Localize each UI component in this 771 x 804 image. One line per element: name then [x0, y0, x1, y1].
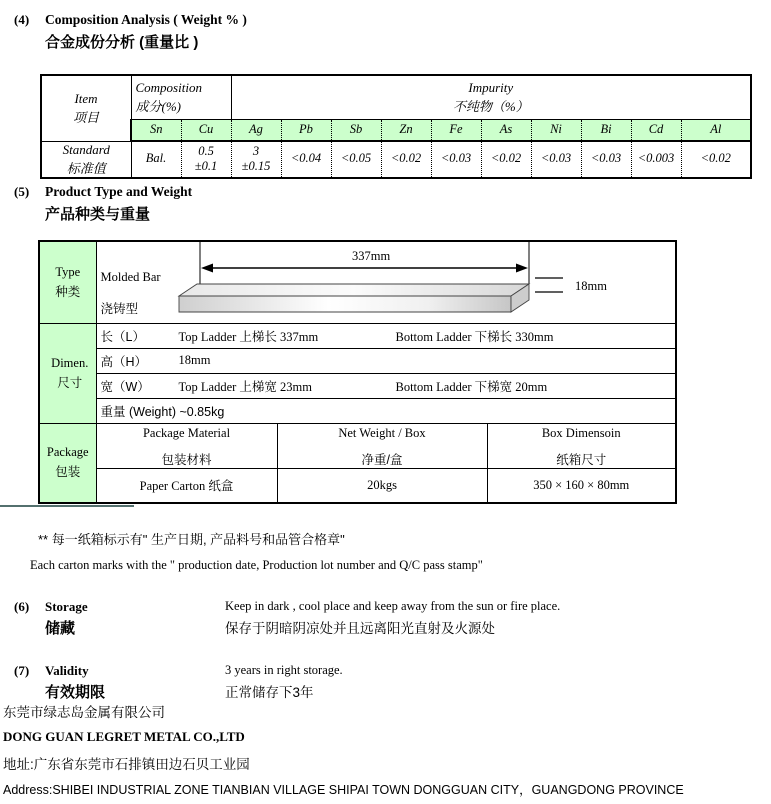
impurity-label-zh: 不纯物（%） [452, 98, 529, 114]
package-material-value: Paper Carton 纸盒 [96, 468, 277, 503]
column-header-ni: Ni [531, 119, 581, 141]
molded-bar-diagram [97, 242, 675, 322]
value-cu: 0.5 ±0.1 [181, 141, 231, 178]
validity-text-en: 3 years in right storage. [225, 663, 343, 677]
column-header-fe: Fe [431, 119, 481, 141]
column-header-sb: Sb [331, 119, 381, 141]
validity-label-zh: 有效期限 [45, 684, 106, 701]
package-label-zh: 包装 [55, 465, 81, 480]
company-name-en: DONG GUAN LEGRET METAL CO.,LTD [3, 729, 245, 744]
company-name-zh: 东莞市绿志岛金属有限公司 [3, 705, 165, 720]
composition-title-zh: 合金成份分析 (重量比 ) [45, 34, 199, 51]
section-titles [45, 12, 247, 52]
value-fe: <0.03 [431, 141, 481, 178]
impurity-label-en: Impurity [468, 79, 514, 95]
section-titles [45, 184, 192, 224]
composition-title-en: Composition Analysis ( Weight % ) [45, 12, 247, 27]
dimension-header-cell [39, 323, 96, 423]
composition-table [40, 74, 752, 179]
storage-section [14, 599, 560, 638]
value-zn: <0.02 [381, 141, 431, 178]
dimension-row-length: 长（L） Top Ladder 上梯长 337mm Bottom Ladder 下梯长 330mm [96, 323, 676, 348]
storage-text-zh: 保存于阴暗阴凉处并且远离阳光直射及火源处 [225, 621, 495, 636]
element-symbols-row [41, 119, 751, 141]
value-ni: <0.03 [531, 141, 581, 178]
product-section-heading [14, 184, 192, 224]
package-material-header: Package Material 包装材料 [96, 423, 277, 468]
composition-label-zh: 成分(%) [135, 98, 181, 114]
impurity-header-cell [231, 75, 751, 119]
package-label-en: Package [46, 445, 89, 460]
validity-section [14, 663, 343, 702]
dimension-row-height: 高（H） 18mm [96, 348, 676, 373]
column-header-al: Al [681, 119, 751, 141]
type-value-en: Molded Bar [100, 270, 161, 284]
item-label-zh: 项目 [72, 109, 99, 125]
composition-label-en: Composition [135, 79, 202, 95]
standard-row-label [41, 141, 131, 178]
item-header-cell [41, 75, 131, 141]
column-header-cd: Cd [631, 119, 681, 141]
value-sn: Bal. [131, 141, 181, 178]
company-address-en: Address:SHIBEI INDUSTRIAL ZONE TIANBIAN VILLAGE SHIPAI TOWN DONGGUAN CITY，GUANGDONG PROVINCE [3, 783, 684, 797]
column-header-ag: Ag [231, 119, 281, 141]
value-bi: <0.03 [581, 141, 631, 178]
product-table [38, 240, 677, 504]
value-as: <0.02 [481, 141, 531, 178]
storage-text [225, 599, 560, 638]
composition-header-cell [131, 75, 231, 119]
company-address-zh: 地址:广东省东莞市石排镇田边石贝工业园 [3, 757, 250, 772]
validity-text [225, 663, 343, 702]
dimension-label-zh: 尺寸 [57, 375, 83, 390]
validity-text-zh: 正常储存下3年 [225, 685, 314, 700]
value-sb: <0.05 [331, 141, 381, 178]
package-header-cell [39, 423, 96, 503]
type-label-en: Type [55, 264, 81, 279]
section-number: (6) [14, 599, 30, 614]
product-title-zh: 产品种类与重量 [45, 206, 151, 223]
section-number: (5) [14, 184, 30, 199]
carton-note-zh: ** 每一纸箱标示有" 生产日期, 产品料号和品管合格章" [38, 532, 345, 547]
dimension-label-en: Dimen. [51, 355, 89, 370]
dimension-row-width: 宽（W） Top Ladder 上梯宽 23mm Bottom Ladder 下梯宽 20mm [96, 373, 676, 398]
value-al: <0.02 [681, 141, 751, 178]
bar-length-label: 337mm [351, 249, 390, 263]
standard-label-en: Standard [62, 141, 110, 157]
type-value-zh: 浇铸型 [100, 302, 139, 316]
item-label-en: Item [74, 90, 98, 106]
box-dimension-header: Box Dimensoin 纸箱尺寸 [487, 423, 676, 468]
composition-section-heading [14, 12, 247, 52]
column-header-pb: Pb [281, 119, 331, 141]
column-header-as: As [481, 119, 531, 141]
validity-label-en: Validity [45, 663, 89, 678]
storage-labels [45, 599, 225, 638]
type-value-cell [96, 241, 676, 323]
section-number: (4) [14, 12, 30, 27]
product-title-en: Product Type and Weight [45, 184, 193, 199]
type-header-cell [39, 241, 96, 323]
column-header-cu: Cu [181, 119, 231, 141]
validity-labels [45, 663, 225, 702]
column-header-sn: Sn [131, 119, 181, 141]
type-label-zh: 种类 [55, 284, 81, 299]
bar-height-label: 18mm [574, 279, 607, 293]
column-header-bi: Bi [581, 119, 631, 141]
standard-values-row [41, 141, 751, 178]
storage-text-en: Keep in dark , cool place and keep away from the sun or fire place. [225, 599, 561, 613]
net-weight-header: Net Weight / Box 净重/盒 [277, 423, 487, 468]
net-weight-value: 20kgs [277, 468, 487, 503]
box-dimension-value: 350 × 160 × 80mm [487, 468, 676, 503]
value-cd: <0.003 [631, 141, 681, 178]
section-number: (7) [14, 663, 30, 678]
scan-artifact-line [0, 505, 134, 507]
value-ag: 3 ±0.15 [231, 141, 281, 178]
column-header-zn: Zn [381, 119, 431, 141]
carton-note-en: Each carton marks with the " production date, Production lot number and Q/C pass stamp" [30, 558, 483, 572]
storage-label-zh: 储藏 [45, 620, 76, 637]
dimension-row-weight: 重量 (Weight) ~0.85kg [96, 398, 676, 423]
value-pb: <0.04 [281, 141, 331, 178]
standard-label-zh: 标准值 [66, 160, 106, 176]
storage-label-en: Storage [45, 599, 88, 614]
company-footer [3, 701, 684, 798]
